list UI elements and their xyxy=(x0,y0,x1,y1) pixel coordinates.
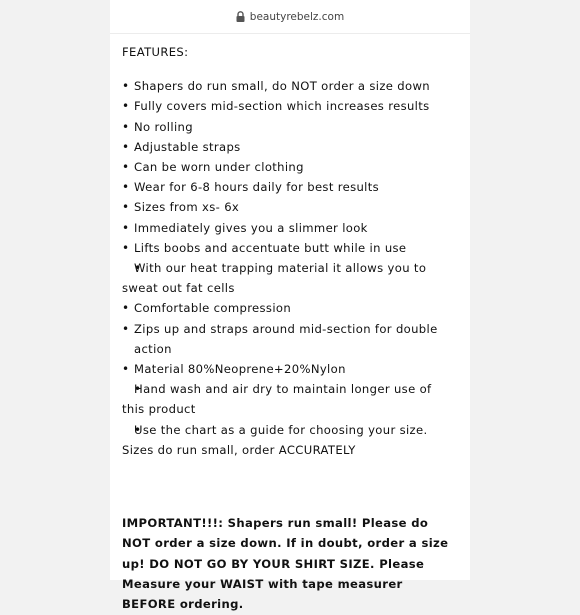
list-item: • With our heat trapping material it allows you to sweat out fat cells xyxy=(122,258,458,298)
features-list xyxy=(122,76,458,460)
list-item: • Can be worn under clothing xyxy=(122,157,458,177)
list-item: • Adjustable straps xyxy=(122,137,458,157)
list-item: • Sizes from xs- 6x xyxy=(122,197,458,217)
features-title: FEATURES: xyxy=(122,45,189,59)
list-item: • Lifts boobs and accentuate butt while in use xyxy=(122,238,458,258)
url-text: beautyrebelz.com xyxy=(249,10,345,23)
list-item: • Comfortable compression xyxy=(122,298,458,318)
list-item: • Hand wash and air dry to maintain longer use of this product xyxy=(122,379,458,419)
important-notice: IMPORTANT!!!: Shapers run small! Please do NOT order a size down. If in doubt, order a size up! DO NOT GO BY YOUR SHIRT SIZE. Please Measure your WAIST with tape measurer BEFORE ordering. xyxy=(122,516,449,612)
list-item: • Immediately gives you a slimmer look xyxy=(122,218,458,238)
list-item: • Fully covers mid-section which increases results xyxy=(122,96,458,116)
list-item: • Shapers do run small, do NOT order a size down xyxy=(122,76,458,96)
product-description-sheet xyxy=(110,0,470,612)
address-bar[interactable] xyxy=(110,0,470,34)
list-item: • Zips up and straps around mid-section for double action xyxy=(122,319,458,359)
list-item: • No rolling xyxy=(122,117,458,137)
lock-icon xyxy=(236,11,245,22)
list-item: • Use the chart as a guide for choosing your size. Sizes do run small, order ACCURATELY xyxy=(122,420,458,460)
list-item: • Material 80%Neoprene+20%Nylon xyxy=(122,359,458,379)
list-item: • Wear for 6-8 hours daily for best results xyxy=(122,177,458,197)
description-content xyxy=(110,42,470,615)
